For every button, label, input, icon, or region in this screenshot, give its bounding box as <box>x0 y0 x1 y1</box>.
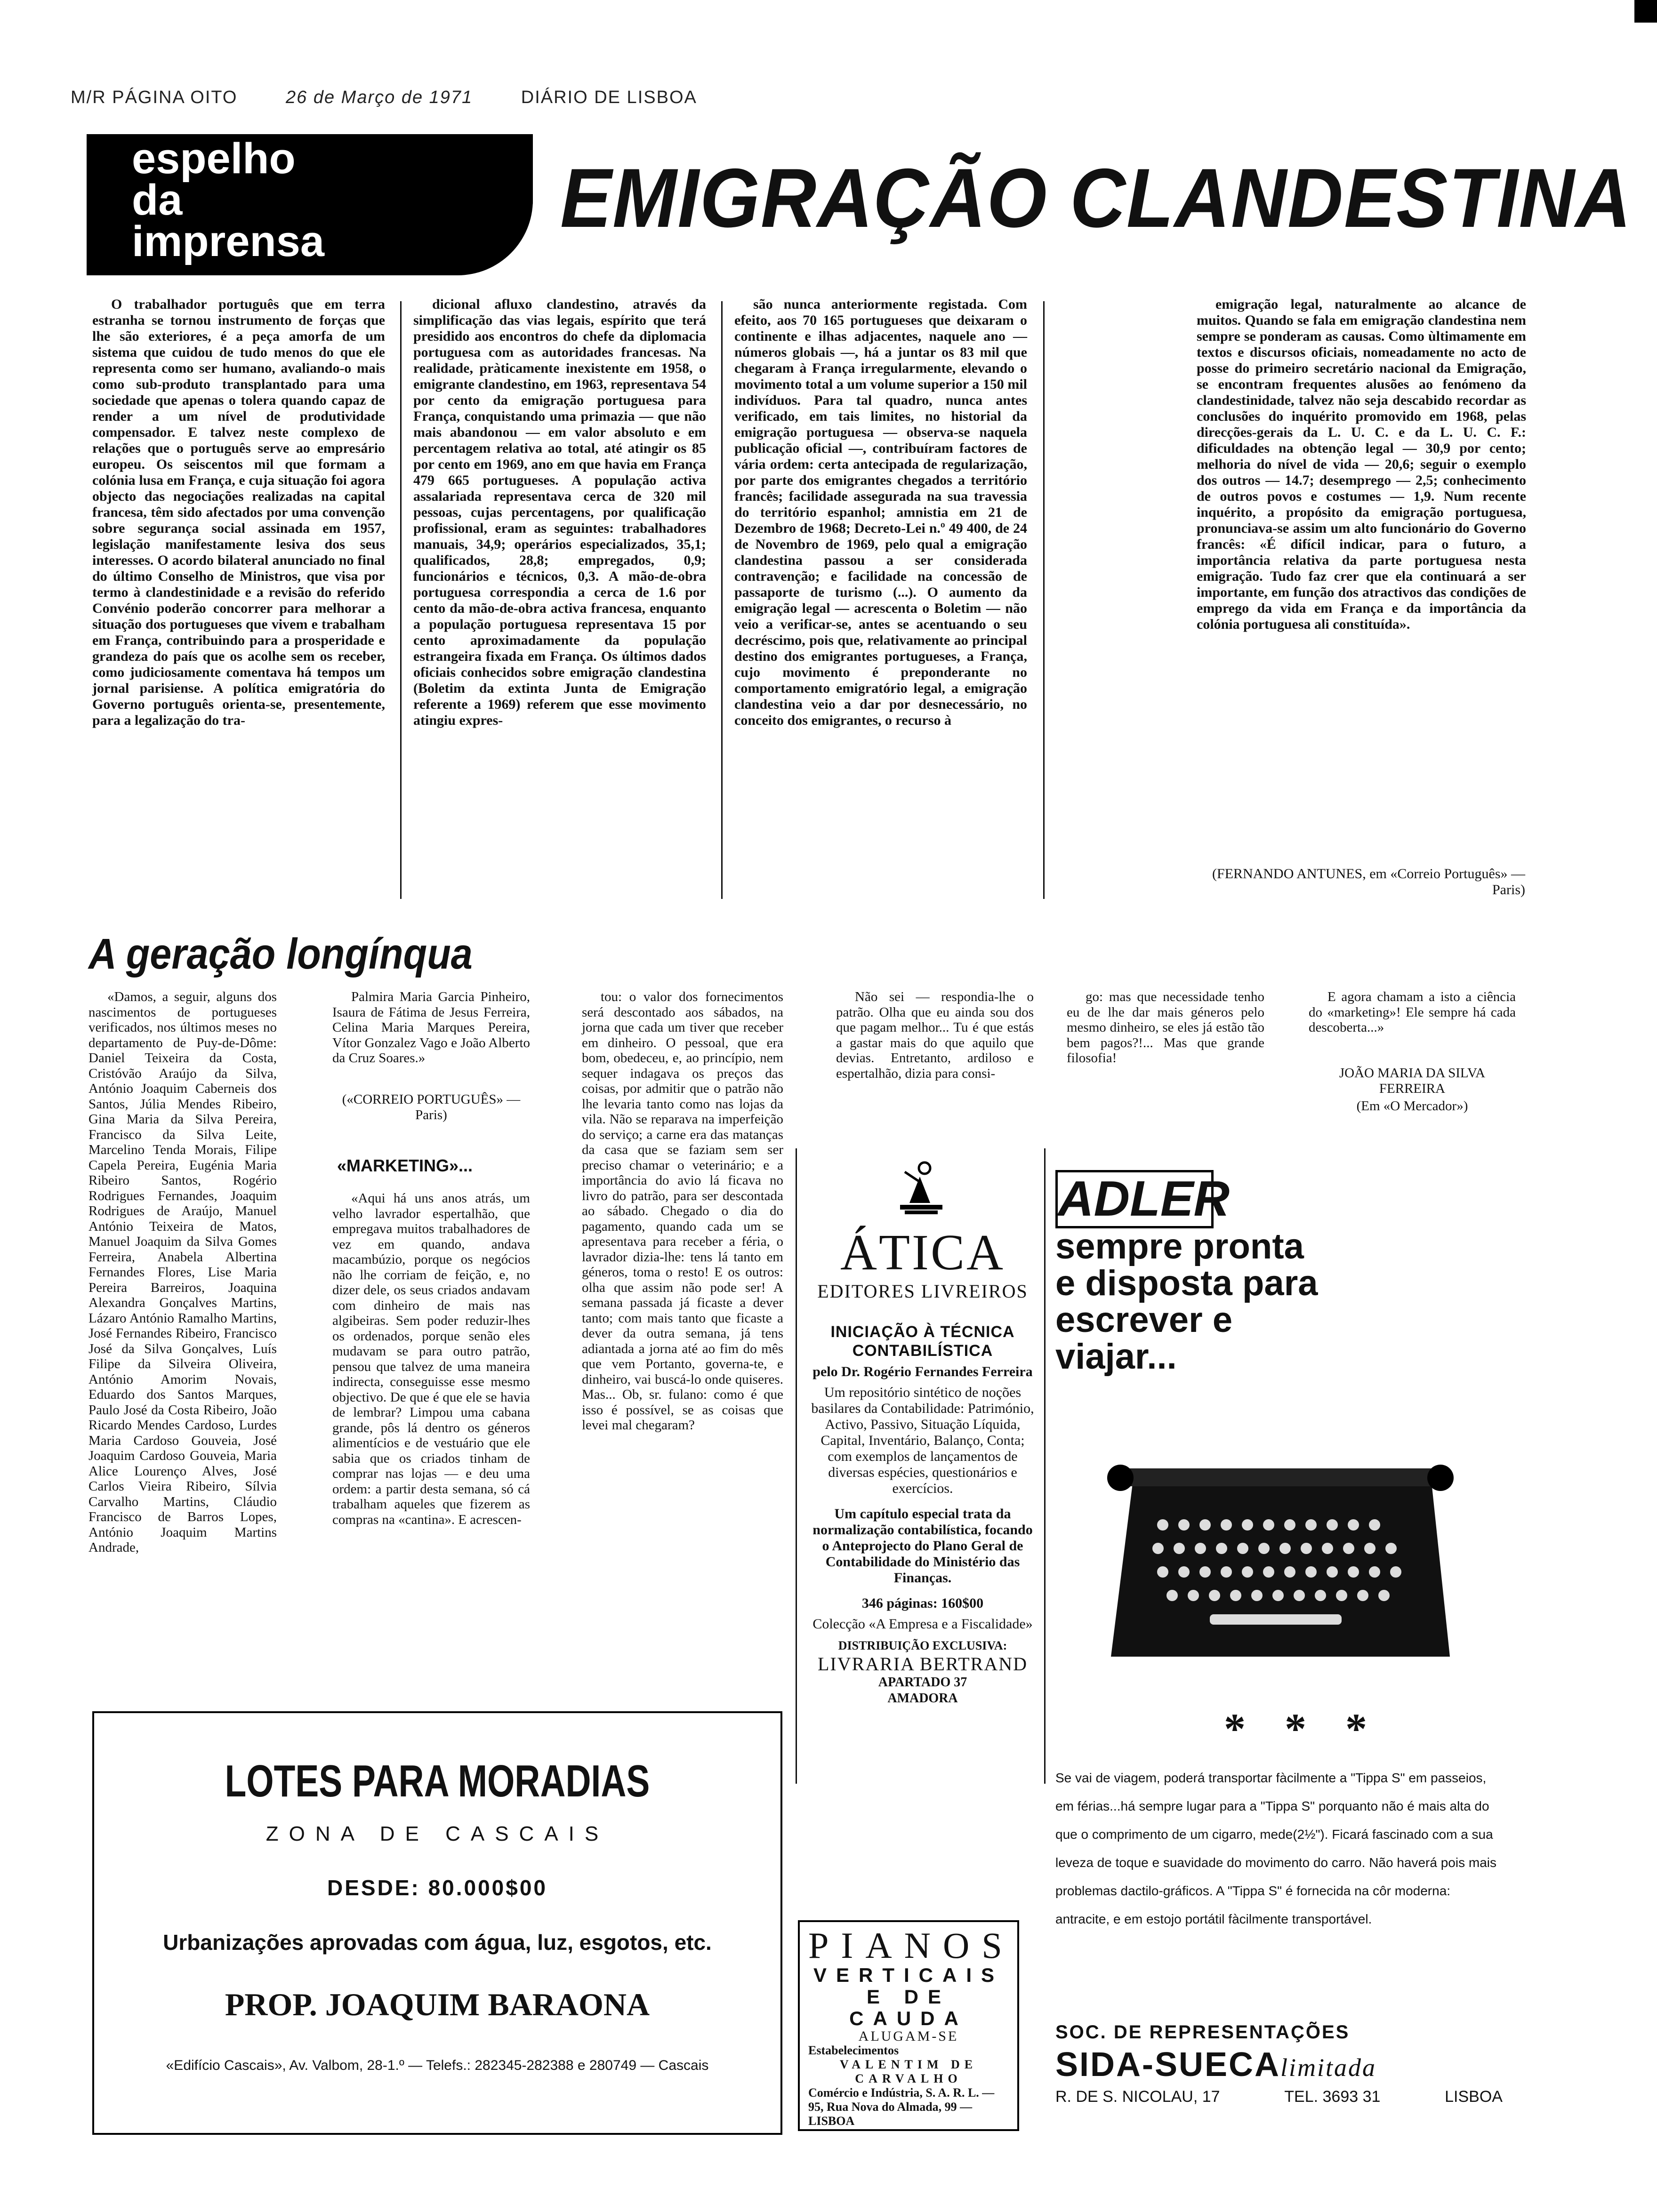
article3-col5: go: mas que necessidade tenho eu de lhe dar mais géneros pelo mesmo dinheiro, se eles já estão tão bem pagos?!... Mas que grande filosofia! <box>1067 989 1264 1066</box>
atica-book-title: INICIAÇÃO À TÉCNICA CONTABILÍSTICA <box>830 1323 1015 1360</box>
lotes-address: «Edifício Cascais», Av. Valbom, 28-1.º — Telefs.: 282345-282388 e 280749 — Cascais <box>166 2058 709 2073</box>
article2-title: A geração longínqua <box>88 930 473 978</box>
atica-collection: Colecção «A Empresa e a Fiscalidade» <box>812 1616 1033 1632</box>
article1-col1: O trabalhador português que em terra estranha se tornou instrumento de forças que lhe são exteriores, é a peça amorfa de um sistema que cuidou de tudo menos do que ele representa como ser humano, avaliando-o mais como sub-produto transplantado para uma sociedade que apenas o tolera quando capaz de render a um nível de produtividade compensador. E talvez neste complexo de relações que o português serve ao empresário europeu. Os seiscentos mil que formam a colónia lusa em França, e cuja situação foi agora objecto das negociações realizadas na capital francesa, têm sido afectados por uma convenção sobre segurança social assinada em 1957, legislação manifestamente lesiva dos seus interesses. O acordo bilateral anunciado no final do último Conselho de Ministros, que visa por termo à clandestinidade e a revisão do referido Convénio poderão concorrer para melhorar a situação dos portugueses que vivem e trabalham em França, contribuindo para a prosperidade e grandeza do país que os acolhe sem os receber, como judiciosamente comentava há tempos um jornal parisiense. A política emigratória do Governo português orienta-se, presentemente, para a legalização do tra- <box>92 297 385 728</box>
atica-desc2: Um capítulo especial trata da normalização contabilística, focando o Anteprojecto do Plano Geral de Contabilidade do Ministério das Finanças. <box>812 1506 1033 1586</box>
atica-addr2: AMADORA <box>887 1691 958 1706</box>
adler-slogan: sempre pronta e disposta para escrever e viajar... <box>1055 1226 1318 1377</box>
atica-subtitle: EDITORES LIVREIROS <box>817 1281 1028 1302</box>
article1-col3: são nunca anteriormente registada. Com efeito, aos 70 165 portugueses que deixaram o continente e ilhas adjacentes, naquele ano — números globais —, há a juntar os 83 mil que chegaram à França irregularmente, elevando o movimento total a um volume superior a 150 mil indivíduos. Para tal quadro, nunca antes verificado, em tais limites, no historial da emigração portuguesa — observa-se naquela publicação oficial —, contribuíram factores de vária ordem: certa antecipada de regularização, por parte dos emigrantes chegados a território francês; facilidade assegurada na sua travessia do território espanhol; amnistia em 21 de Dezembro de 1968; Decreto-Lei n.º 49 400, de 24 de Novembro de 1969, pelo qual a emigração clandestina passou a ser considerada contravenção; e facilidade na concessão de passaporte de turismo (...). O aumento da emigração legal — acrescenta o Boletim — não veio a verificar-se, antes se acentuando o seu decréscimo, pois que, relativamente ao principal destino dos emigrantes portugueses, a França, cujo movimento é preponderante no comportamento emigratório legal, a emigração clandestina veio a dar por desnecessário, no conceito dos emigrantes, o recurso à <box>734 297 1027 728</box>
ad-lotes <box>92 1711 782 2135</box>
page-date: 26 de Março de 1971 <box>286 88 473 107</box>
page-section: M/R PÁGINA OITO <box>71 88 238 107</box>
lotes-owner: PROP. JOAQUIM BARAONA <box>225 1987 650 2022</box>
atica-title: ÁTICA <box>840 1225 1005 1281</box>
lotes-price: DESDE: 80.000$00 <box>327 1875 548 1900</box>
atica-author: pelo Dr. Rogério Fernandes Ferreira <box>812 1364 1033 1379</box>
article3-col2: «Aqui há uns anos atrás, um velho lavrador espertalhão, que empregava muitos trabalhadores de vez em quando, andava macambúzio, porque os negócios não lhe corriam de feição, e, no dizer dele, os seus criados andavam com dinheiro de mais nas algibeiras. Sem poder reduzir-lhes os ordenados, porque senão eles mudavam se para outro patrão, pensou que talvez de uma maneira indirecta, conseguisse esse mesmo objectivo. De que é que ele se havia de lembrar? Limpou uma cabana grande, pôs lá dentro os géneros alimentícios e de vestuário que ele sabia que os criados tinham de comprar nas lojas — e deu uma ordem: a partir desta semana, só cá trabalham aqueles que fizerem as compras na «cantina». E acrescen- <box>332 1191 530 1527</box>
pianos-line7: Comércio e Indústria, S. A. R. L. — 95, Rua Nova do Almada, 99 — LISBOA <box>808 2086 995 2128</box>
article1-signature: (FERNANDO ANTUNES, em «Correio Português» — Paris) <box>1212 866 1525 898</box>
masthead-line1: espelho <box>132 135 296 183</box>
article2-source: («CORREIO PORTUGUÊS» — Paris) <box>342 1092 521 1122</box>
article3-col4: Não sei — respondia-lhe o patrão. Olha que eu ainda sou dos que pagam melhor... Tu é que estás a gastar mais do que aquilo que devias. Entretanto, ardiloso e espertalhão, dizia para consi- <box>836 989 1034 1081</box>
lotes-title: LOTES PARA MORADIAS <box>225 1756 650 1806</box>
article3-col3: tou: o valor dos fornecimentos será descontado aos sábados, na jorna que cada um tiver que receber em dinheiro. O pessoal, que era bom, obedeceu, e, ao princípio, nem sequer indagava os preços das coisas, por admitir que o patrão não lhe levaria tanto como nas lojas da vila. Não se reparava na imperfeição do serviço; a carne era das matanças da casa que se faziam sem ser preciso chamar o veterinário; e a importância do avio lá ficava no livro do patrão, para ser descontada ao sábado. Chegado o dia do pagamento, quando cada um se apresentava para receber a féria, o lavrador dizia-lhe: tens lá tanto em géneros, toma o resto! E os outros: olha que assim não pode ser! A semana passada já ficaste a dever tanto; com mais tanto que ficaste a dever da outra semana, já tens adiantada a jorna até ao fim do mês que vem Portanto, governa-te, e dinheiro, vai buscá-lo onde quiseres. Mas... Ob, sr. fulano: como é que isso é possível, se as coisas que levei mal chegaram? <box>582 989 783 1433</box>
adler-company: SOC. DE REPRESENTAÇÕES <box>1055 2022 1350 2043</box>
pianos-line6: VALENTIM DE CARVALHO <box>839 2058 978 2085</box>
atica-addr1: APARTADO 37 <box>878 1675 967 1690</box>
pianos-title: PIANOS <box>808 1925 1014 1966</box>
ad-pianos <box>798 1920 1019 2131</box>
page-header <box>71 88 740 108</box>
adler-text: Se vai de viagem, poderá transportar fàcilmente a "Tippa S" em passeios, em férias...há sempre lugar para a "Tippa S" porquanto não é mais alta do que o comprimento de um cigarro, mede(2½"). Ficará fascinado com a sua leveza de toque e suavidade do movimento do carro. Não haverá pois mais problemas dactilo-gráficos. A "Tippa S" é fornecida na côr moderna: antracite, e em estojo portátil fàcilmente transportável. <box>1055 1771 1496 1926</box>
article3-col6: E agora chamam a isto a ciência do «marketing»! Ele sempre há cada descoberta...» <box>1309 989 1516 1035</box>
pianos-line4: ALUGAM-SE <box>858 2028 959 2044</box>
adler-street: R. DE S. NICOLAU, 17 <box>1055 2088 1220 2106</box>
masthead-line2: da <box>132 176 183 224</box>
article3-title: «MARKETING»... <box>337 1156 473 1175</box>
article2-col1: «Damos, a seguir, alguns dos nascimentos de portugueses verificados, nos últimos meses no departamento de Puy-de-Dôme: Daniel Teixeira da Costa, Cristóvão Araújo da Silva, António Joaquim Caberneis dos Santos, Júlia Mendes Ribeiro, Gina Maria da Silva Pereira, Francisco da Silva Leite, Marcelino Tenda Morais, Filipe Capela Pereira, Eugénia Maria Ribeiro Santos, Rogério Rodrigues Fernandes, Joaquim Rodrigues de Araújo, Manuel António Teixeira de Matos, Manuel Joaquim da Silva Gomes Ferreira, Anabela Albertina Fernandes Flores, Lise Maria Pereira Barreiros, Joaquina Alexandra Gonçalves Martins, Lázaro António Ramalho Martins, José Fernandes Ribeiro, Francisco José da Silva Gonçalves, Luís Filipe da Silveira Oliveira, António Amorim Novais, Eduardo dos Santos Marques, Paulo José da Costa Ribeiro, João Ricardo Mendes Cardoso, Lurdes Maria Cardoso Gouveia, José Joaquim Cardoso Gouveia, Maria Alice Lourenço Alves, José Carlos Vieira Ribeiro, Sílvia Carvalho Martins, Cláudio Francisco de Barros Lopes, António Joaquim Martins Andrade, <box>88 989 277 1555</box>
article3-signature: JOÃO MARIA DA SILVA FERREIRA <box>1339 1066 1486 1096</box>
lotes-zone: ZONA DE CASCAIS <box>265 1822 609 1845</box>
masthead-line3: imprensa <box>132 217 325 265</box>
adler-logo: ADLER <box>1055 1170 1214 1228</box>
atica-body <box>810 1313 1036 1707</box>
pianos-line5: Estabelecimentos <box>808 2044 899 2057</box>
pianos-line3: E DE CAUDA <box>849 1986 968 2029</box>
article-title: EMIGRAÇÃO CLANDESTINA <box>560 151 1632 245</box>
article1-col4: emigração legal, naturalmente ao alcance de muitos. Quando se fala em emigração clandestina nem sempre se ponderam as causas. Como ùltimamente em textos e discursos oficiais, nomeadamente no acto de posse do primeiro secretário nacional da Emigração, se encontram frequentes alusões ao fenómeno da clandestinidade, talvez não seja descabido recordar as conclusões do inquérito promovido em 1968, pelas direcções-gerais da L. U. C. e da L. U. C. F.: dificuldades na obtenção legal — 30,9 por cento; melhoria do nível de vida — 20,6; seguir o exemplo dos outros — 14.7; desemprego — 2,5; conhecimento de outros povos e costumes — 1,9. Num recente inquérito, a propósito da emigração portuguesa, pronunciava-se assim um alto funcionário do Governo francês: «É difícil indicar, para o futuro, a importância relativa da parte portuguesa nesta emigração. Tudo faz crer que ela continuará a ser importante, em função dos atractivos das condições de emprego da vida em França e da importância da colónia portuguesa ali constituída». <box>1197 297 1526 632</box>
atica-logo-icon <box>891 1158 952 1224</box>
adler-tel: TEL. 3693 31 <box>1284 2088 1381 2106</box>
adler-brand: SIDA-SUECAlimitada <box>1055 2046 1377 2084</box>
page-corner-mark <box>1634 0 1657 23</box>
article2-col2: Palmira Maria Garcia Pinheiro, Isaura de Fátima de Jesus Ferreira, Celina Maria Marques Pereira, Vítor Gonzalez Vago e João Alberto da Cruz Soares.» <box>332 989 530 1066</box>
atica-pages: 346 páginas: 160$00 <box>861 1595 984 1611</box>
newspaper-name: DIÁRIO DE LISBOA <box>521 88 697 107</box>
atica-desc1: Um repositório sintético de noções basilares da Contabilidade: Património, Activo, Passivo, Situação Líquida, Capital, Inventário, Balanço, Conta; com exemplos de lançamentos de diversas espécies, questionários e exercícios. <box>811 1385 1034 1496</box>
adler-address <box>1055 2088 1503 2106</box>
adler-city: LISBOA <box>1445 2088 1503 2106</box>
article3-source: (Em «O Mercador») <box>1356 1098 1468 1114</box>
lotes-urbanization: Urbanizações aprovadas com água, luz, esgotos, etc. <box>163 1930 712 1955</box>
atica-shop: LIVRARIA BERTRAND <box>817 1653 1028 1675</box>
adler-stars: * * * <box>1224 1705 1381 1753</box>
atica-distribution: DISTRIBUIÇÃO EXCLUSIVA: <box>838 1639 1007 1652</box>
article1-col2: dicional afluxo clandestino, através da simplificação das vias legais, espírito que terá presidido aos encontros do chefe da diplomacia portuguesa com as autoridades francesas. Na realidade, pràticamente inexistente em 1958, o emigrante clandestino, em 1963, representava 54 por cento da emigração portuguesa para França, conquistando uma primazia — que não mais abandonou — em valor absoluto e em percentagem relativa ao total, até atingir os 85 por cento em 1969, ano em que havia em França 479 665 portugueses. A população activa assalariada representava cerca de 320 mil pessoas, cujas percentagens, por qualificação profissional, eram as seguintes: trabalhadores manuais, 34,9; operários especializados, 35,1; qualificados, 28,8; empregados, 0,9; funcionários e técnicos, 0,3. A mão-de-obra portuguesa correspondia a cerca de 1.6 por cento da mão-de-obra activa francesa, enquanto a população portuguesa representava 15 por cento aproximadamente da população estrangeira fixada em França. Os últimos dados oficiais conhecidos sobre emigração clandestina (Boletim da extinta Junta de Emigração referente a 1969) referem que esse movimento atingiu expres- <box>413 297 706 728</box>
typewriter-icon <box>1092 1412 1469 1675</box>
pianos-line2: VERTICAIS <box>813 1964 1004 1986</box>
section-masthead <box>87 134 533 275</box>
